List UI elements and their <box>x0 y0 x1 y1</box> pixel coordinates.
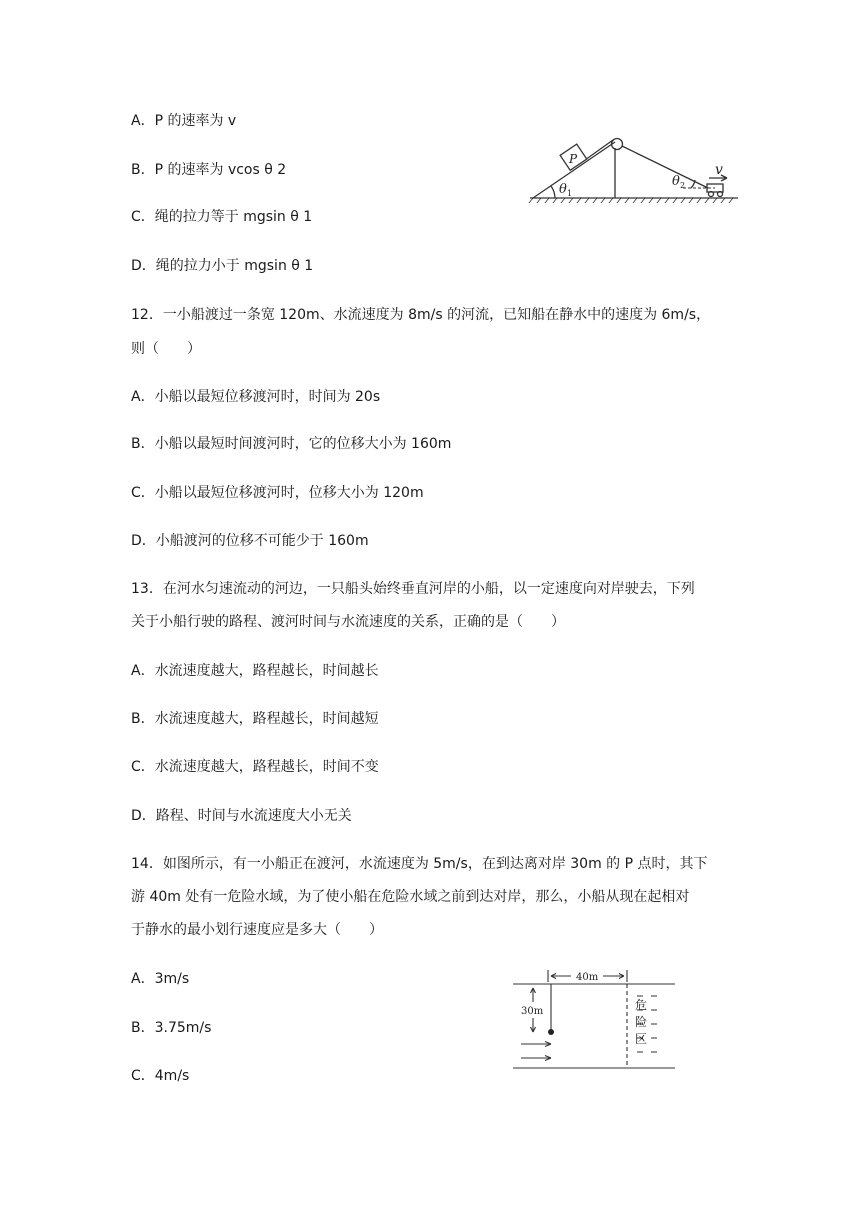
q14-option-a: A．3m/s <box>131 971 190 987</box>
q13-option-c: C．水流速度越大，路程越长，时间不变 <box>131 759 379 775</box>
q14-stem-line1: 14．如图所示，有一小船正在渡河，水流速度为 5m/s，在到达离对岸 30m 的 P 点时，其下 <box>131 856 708 872</box>
q12-stem-line2: 则（ ） <box>131 341 201 357</box>
danger-char-1: 危 <box>635 998 648 1012</box>
point-p-dot <box>548 1029 554 1035</box>
q12-option-a: A．小船以最短位移渡河时，时间为 20s <box>131 389 381 405</box>
q12-option-d: D．小船渡河的位移不可能少于 160m <box>131 533 369 549</box>
danger-char-3: 区 <box>635 1032 648 1046</box>
block-p-label: P <box>569 152 578 166</box>
q12-option-c: C．小船以最短位移渡河时，位移大小为 120m <box>131 485 424 501</box>
q13-stem-line1: 13．在河水匀速流动的河边，一只船头始终垂直河岸的小船，以一定速度向对岸驶去，下列 <box>131 581 695 597</box>
velocity-label: v <box>715 162 723 178</box>
q11-option-c: C．绳的拉力等于 mgsin θ 1 <box>131 209 313 225</box>
q14-option-c: C．4m/s <box>131 1068 190 1084</box>
q11-incline-figure <box>525 130 745 210</box>
q13-option-d: D．路程、时间与水流速度大小无关 <box>131 808 352 824</box>
height-30m-label: 30m <box>521 1006 544 1017</box>
angle2-subscript: 2 <box>680 181 686 190</box>
danger-char-2: 险 <box>635 1015 648 1029</box>
q14-stem-line3: 于静水的最小划行速度应是多大（ ） <box>131 922 383 938</box>
q13-option-b: B．水流速度越大，路程越长，时间越短 <box>131 711 379 727</box>
width-40m-label: 40m <box>576 972 599 983</box>
q12-stem-line1: 12．一小船渡过一条宽 120m、水流速度为 8m/s 的河流，已知船在静水中的速度为 6m/s， <box>131 307 711 323</box>
angle1-label: θ <box>559 182 567 197</box>
q11-option-a: A．P 的速率为 v <box>131 113 237 129</box>
angle2-label: θ <box>672 174 680 189</box>
q11-option-b: B．P 的速率为 vcos θ 2 <box>131 162 287 178</box>
q13-option-a: A．水流速度越大，路程越长，时间越长 <box>131 663 379 679</box>
q14-river-figure <box>505 966 685 1076</box>
q11-option-d: D．绳的拉力小于 mgsin θ 1 <box>131 258 314 274</box>
q14-stem-line2: 游 40m 处有一危险水域，为了使小船在危险水域之前到达对岸，那么，小船从现在起相对 <box>131 889 690 905</box>
q12-option-b: B．小船以最短时间渡河时，它的位移大小为 160m <box>131 436 452 452</box>
q14-option-b: B．3.75m/s <box>131 1020 212 1036</box>
q13-stem-line2: 关于小船行驶的路程、渡河时间与水流速度的关系，正确的是（ ） <box>131 614 565 630</box>
angle1-subscript: 1 <box>567 189 573 198</box>
